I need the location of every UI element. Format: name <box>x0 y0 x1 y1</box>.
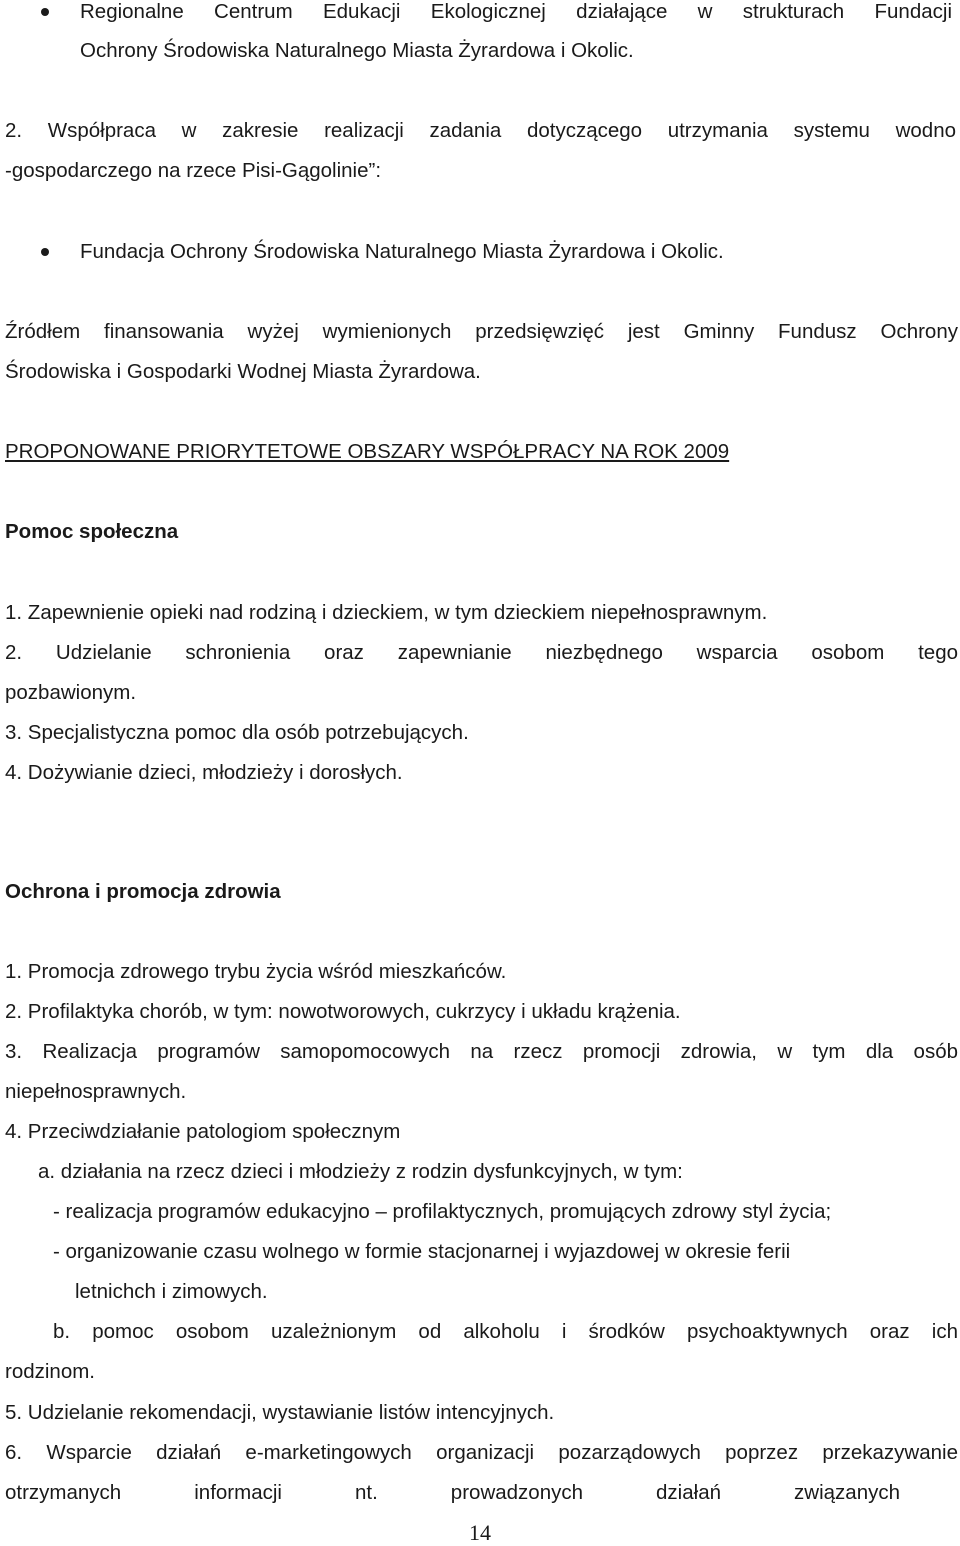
section-2-line: 2. Współpraca w zakresie realizacji zadania dotyczącego utrzymania systemu wodno <box>5 119 956 142</box>
list-subitem: a. działania na rzecz dzieci i młodzieży z rodzin dysfunkcyjnych, w tym: <box>38 1160 683 1183</box>
list-item: 4. Przeciwdziałanie patologiom społecznym <box>5 1120 401 1143</box>
priority-heading: PROPONOWANE PRIORYTETOWE OBSZARY WSPÓŁPRACY NA ROK 2009 <box>5 440 730 463</box>
list-subitem: b. pomoc osobom uzależnionym od alkoholu i środków psychoaktywnych oraz ich <box>53 1320 958 1343</box>
list-item: 6. Wsparcie działań e-marketingowych organizacji pozarządowych poprzez przekazywanie <box>5 1441 958 1464</box>
list-item: 2. Udzielanie schronienia oraz zapewnianie niezbędnego wsparcia osobom tego <box>5 641 958 664</box>
list-subitem: - organizowanie czasu wolnego w formie stacjonarnej i wyjazdowej w okresie ferii <box>53 1240 791 1263</box>
list-item: 5. Udzielanie rekomendacji, wystawianie listów intencyjnych. <box>5 1401 555 1424</box>
bullet-text-line: Regionalne Centrum Edukacji Ekologicznej działające w strukturach Fundacji <box>80 0 952 23</box>
bullet-text-line: Fundacja Ochrony Środowiska Naturalnego Miasta Żyrardowa i Okolic. <box>80 240 724 263</box>
section-heading-health: Ochrona i promocja zdrowia <box>5 880 281 903</box>
list-subitem: - realizacja programów edukacyjno – profilaktycznych, promujących zdrowy styl życia; <box>53 1200 832 1223</box>
list-subitem: rodzinom. <box>5 1360 96 1383</box>
list-item: 1. Zapewnienie opieki nad rodziną i dzieckiem, w tym dzieckiem niepełnosprawnym. <box>5 601 768 624</box>
list-item: 3. Specjalistyczna pomoc dla osób potrzebujących. <box>5 721 469 744</box>
financing-line: Środowiska i Gospodarki Wodnej Miasta Żyrardowa. <box>5 360 481 383</box>
section-2-line: -gospodarczego na rzece Pisi-Gągolinie”: <box>5 159 382 182</box>
bullet-dot <box>41 248 49 256</box>
list-subitem: letnichch i zimowych. <box>75 1280 268 1303</box>
bullet-dot <box>41 8 49 16</box>
list-item: 2. Profilaktyka chorób, w tym: nowotworowych, cukrzycy i układu krążenia. <box>5 1000 681 1023</box>
page-number: 14 <box>469 1520 491 1545</box>
bullet-text-line: Ochrony Środowiska Naturalnego Miasta Żyrardowa i Okolic. <box>80 39 634 62</box>
list-item: 3. Realizacja programów samopomocowych na rzecz promocji zdrowia, w tym dla osób <box>5 1040 958 1063</box>
financing-line: Źródłem finansowania wyżej wymienionych przedsięwzięć jest Gminny Fundusz Ochrony <box>5 320 958 343</box>
list-item: otrzymanych informacji nt. prowadzonych działań związanych <box>5 1481 900 1504</box>
list-item: pozbawionym. <box>5 681 137 704</box>
list-item: niepełnosprawnych. <box>5 1080 187 1103</box>
list-item: 1. Promocja zdrowego trybu życia wśród mieszkańców. <box>5 960 507 983</box>
section-heading-social-help: Pomoc społeczna <box>5 520 179 543</box>
list-item: 4. Dożywianie dzieci, młodzieży i dorosłych. <box>5 761 403 784</box>
